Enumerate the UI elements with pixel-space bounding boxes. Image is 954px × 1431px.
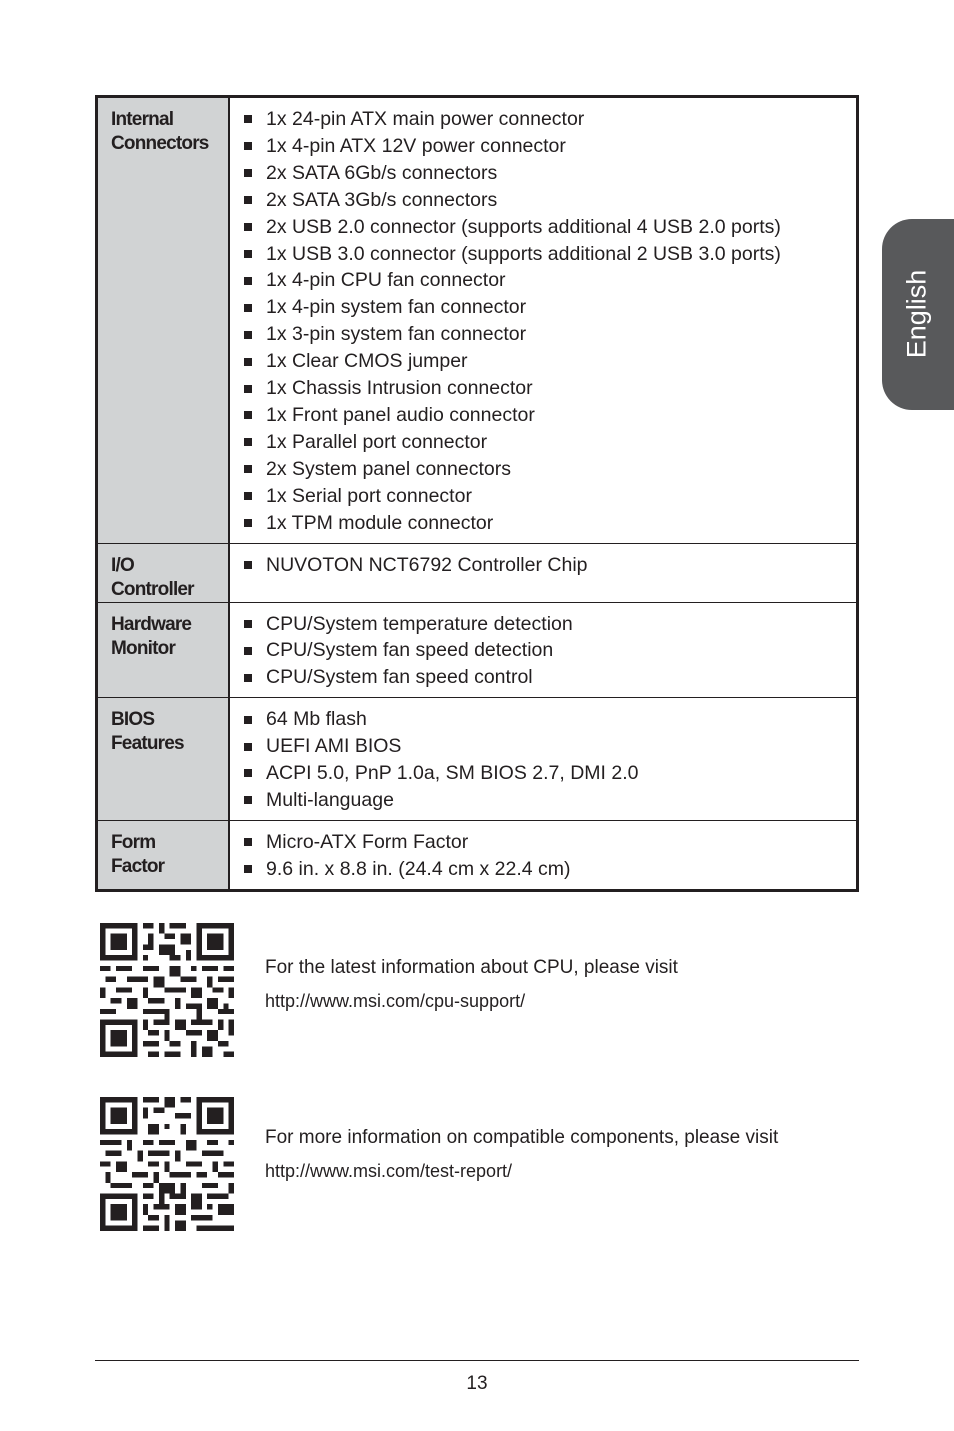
square-bullet-icon xyxy=(244,519,252,527)
spec-label xyxy=(98,603,230,698)
spec-item xyxy=(244,483,856,510)
spec-row-hardware-monitor xyxy=(98,602,856,698)
square-bullet-icon xyxy=(244,561,252,569)
square-bullet-icon xyxy=(244,142,252,150)
spec-row-form-factor xyxy=(98,820,856,889)
spec-item-text: 1x Serial port connector xyxy=(266,484,472,507)
spec-items xyxy=(230,821,856,889)
spec-item-text: 1x Parallel port connector xyxy=(266,430,488,453)
footer-divider xyxy=(95,1360,859,1361)
spec-item-text: 1x USB 3.0 connector (supports additional 2 USB 3.0 ports) xyxy=(266,242,781,265)
square-bullet-icon xyxy=(244,358,252,366)
spec-label xyxy=(98,98,230,543)
square-bullet-icon xyxy=(244,411,252,419)
spec-item-text: 2x SATA 6Gb/s connectors xyxy=(266,161,498,184)
spec-item-text: 1x 4-pin CPU fan connector xyxy=(266,269,506,292)
square-bullet-icon xyxy=(244,865,252,873)
spec-item-text: 1x 3-pin system fan connector xyxy=(266,323,527,346)
spec-item xyxy=(244,214,856,241)
square-bullet-icon xyxy=(244,465,252,473)
square-bullet-icon xyxy=(244,647,252,655)
specifications-table xyxy=(95,95,859,892)
spec-item xyxy=(244,429,856,456)
spec-label-line: Monitor xyxy=(111,637,176,659)
spec-item-text: 1x 24-pin ATX main power connector xyxy=(266,108,585,130)
spec-item-text: 1x 4-pin system fan connector xyxy=(266,296,527,319)
square-bullet-icon xyxy=(244,277,252,285)
test-report-url[interactable]: http://www.msi.com/test-report/ xyxy=(265,1161,513,1181)
square-bullet-icon xyxy=(244,169,252,177)
spec-item xyxy=(244,133,856,160)
square-bullet-icon xyxy=(244,674,252,682)
spec-item-text: 64 Mb flash xyxy=(266,708,367,731)
spec-label-line: Internal xyxy=(111,109,174,130)
spec-label-line: Form xyxy=(111,831,156,853)
square-bullet-icon xyxy=(244,838,252,846)
spec-item-text: 2x System panel connectors xyxy=(266,457,511,480)
spec-row-io-controller xyxy=(98,543,856,602)
square-bullet-icon xyxy=(244,223,252,231)
spec-item xyxy=(244,829,856,856)
spec-item xyxy=(244,348,856,375)
spec-item-text: 1x Front panel audio connector xyxy=(266,403,535,426)
spec-label-line: Factor xyxy=(111,855,165,877)
qr-code-icon xyxy=(100,923,234,1057)
spec-items xyxy=(230,603,856,698)
spec-item xyxy=(244,456,856,483)
square-bullet-icon xyxy=(244,620,252,628)
square-bullet-icon xyxy=(244,331,252,339)
spec-item xyxy=(244,637,856,664)
spec-item xyxy=(244,241,856,268)
spec-item xyxy=(244,160,856,187)
spec-item xyxy=(244,552,856,579)
spec-item xyxy=(244,402,856,429)
spec-item-text: 9.6 in. x 8.8 in. (24.4 cm x 22.4 cm) xyxy=(266,857,571,880)
square-bullet-icon xyxy=(244,196,252,204)
spec-item xyxy=(244,611,856,638)
spec-item xyxy=(244,106,856,133)
spec-item xyxy=(244,294,856,321)
qr-code-cpu-support[interactable] xyxy=(100,923,234,1057)
spec-label xyxy=(98,698,230,820)
spec-item-text: NUVOTON NCT6792 Controller Chip xyxy=(266,553,588,576)
square-bullet-icon xyxy=(244,438,252,446)
square-bullet-icon xyxy=(244,716,252,724)
square-bullet-icon xyxy=(244,115,252,123)
test-report-text: For more information on compatible components, please visit xyxy=(265,1127,779,1148)
spec-item-text: 2x USB 2.0 connector (supports additional 4 USB 2.0 ports) xyxy=(266,215,781,238)
spec-label-line: Hardware xyxy=(111,613,192,635)
spec-item xyxy=(244,510,856,537)
square-bullet-icon xyxy=(244,492,252,500)
square-bullet-icon xyxy=(244,796,252,804)
spec-item-text: Micro-ATX Form Factor xyxy=(266,830,469,853)
spec-row-bios-features xyxy=(98,697,856,820)
spec-row-internal-connectors xyxy=(98,98,856,543)
spec-label-line: Connectors xyxy=(111,133,209,154)
spec-item-text: Multi-language xyxy=(266,788,394,811)
spec-item-text: 1x Chassis Intrusion connector xyxy=(266,377,533,400)
square-bullet-icon xyxy=(244,304,252,312)
square-bullet-icon xyxy=(244,385,252,393)
spec-item xyxy=(244,733,856,760)
spec-item xyxy=(244,787,856,814)
square-bullet-icon xyxy=(244,250,252,258)
spec-items xyxy=(230,544,856,602)
spec-label-line: Features xyxy=(111,733,184,755)
spec-items xyxy=(230,98,856,543)
spec-item-text: CPU/System fan speed detection xyxy=(266,639,554,662)
spec-item-text: 2x SATA 3Gb/s connectors xyxy=(266,188,498,211)
spec-items xyxy=(230,698,856,820)
spec-label xyxy=(98,821,230,889)
spec-item-text: 1x Clear CMOS jumper xyxy=(266,350,468,373)
spec-item xyxy=(244,760,856,787)
spec-label-line: I/O xyxy=(111,554,134,576)
spec-item-text: UEFI AMI BIOS xyxy=(266,735,402,758)
qr-code-test-report[interactable] xyxy=(100,1097,234,1231)
spec-item xyxy=(244,321,856,348)
cpu-support-text: For the latest information about CPU, please visit xyxy=(265,957,678,978)
page-number: 13 xyxy=(466,1373,488,1394)
spec-label xyxy=(98,544,230,602)
spec-item-text: ACPI 5.0, PnP 1.0a, SM BIOS 2.7, DMI 2.0 xyxy=(266,762,639,785)
square-bullet-icon xyxy=(244,743,252,751)
qr-code-icon xyxy=(100,1097,234,1231)
spec-label-line: BIOS xyxy=(111,709,155,731)
spec-item-text: CPU/System fan speed control xyxy=(266,666,533,689)
spec-item-text: 1x TPM module connector xyxy=(266,511,494,534)
language-tab-label: English xyxy=(901,269,932,359)
spec-label-line: Controller xyxy=(111,578,194,600)
spec-item xyxy=(244,664,856,691)
spec-item xyxy=(244,187,856,214)
spec-item xyxy=(244,706,856,733)
spec-item xyxy=(244,856,856,883)
spec-item xyxy=(244,267,856,294)
cpu-support-url[interactable]: http://www.msi.com/cpu-support/ xyxy=(265,991,526,1011)
spec-item xyxy=(244,375,856,402)
spec-item-text: CPU/System temperature detection xyxy=(266,612,573,635)
square-bullet-icon xyxy=(244,769,252,777)
spec-item-text: 1x 4-pin ATX 12V power connector xyxy=(266,134,566,157)
